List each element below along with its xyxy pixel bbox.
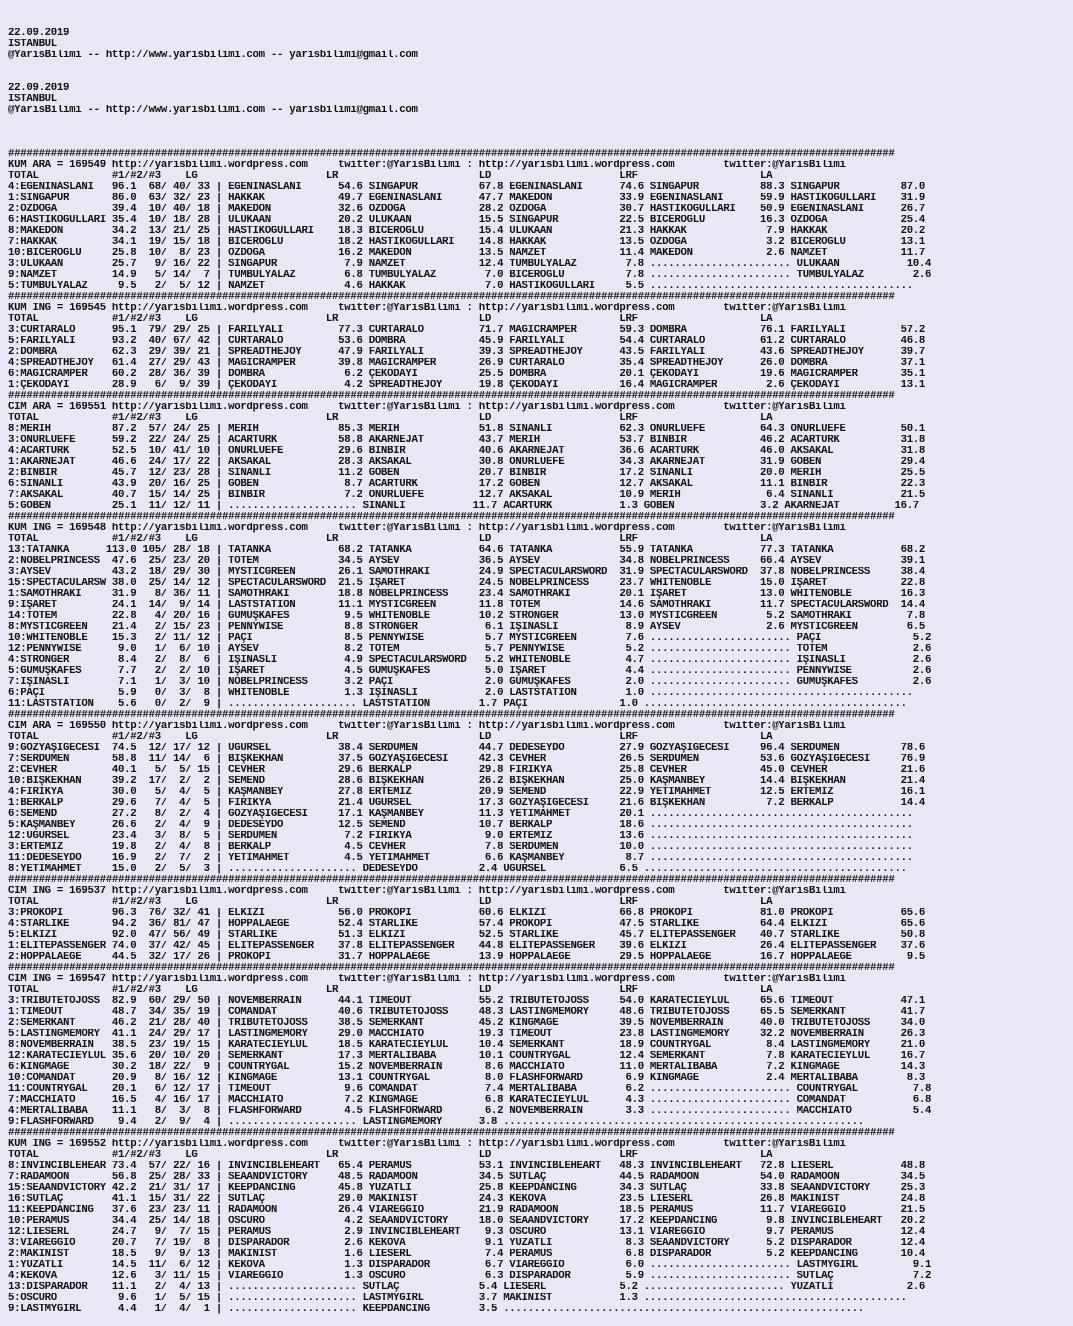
header-line: @YarisBilimi -- http://www.yarisbilimi.com -- yarisbilimi@gmail.com — [8, 105, 418, 116]
table-row: 14:TOTEM 22.8 4/ 20/ 16 | GÜMÜŞKAFES 9.5 WHITENOBLE 10.2 STRONGER 13.0 MYSTICGREEN 5.2 SAMOTHRAKI 7.8 — [8, 611, 926, 622]
table-row: 1:SAMOTHRAKI 31.9 8/ 36/ 11 | SAMOTHRAKI 18.8 NOBELPRINCESS 23.4 SAMOTHRAKI 20.1 İŞARET 13.0 WHITENOBLE 16.3 — [8, 589, 926, 600]
table-row: 5:GOBEN 25.1 11/ 12/ 11 | ..................... SİNANLI 11.7 ACARTÜRK 1.3 GOBEN 3.2 AKARNEJAT 16.7 — [8, 501, 919, 512]
table-row: 4:ACARTÜRK 52.5 10/ 41/ 10 | ONURLUEFE 29.6 BİNBİR 40.6 AKARNEJAT 36.6 ACARTÜRK 46.0 AKSAKAL 31.8 — [8, 446, 926, 457]
table-row: 3:ONURLUEFE 59.2 22/ 24/ 25 | ACARTÜRK 58.8 AKARNEJAT 43.7 MERİH 53.7 BİNBİR 46.2 ACARTÜRK 31.8 — [8, 435, 926, 446]
report-header — [8, 28, 1070, 127]
column-header: TOTAL #1/#2/#3 LG LR LD LRF LA — [8, 985, 773, 996]
table-row: 3:CURTARALO 95.1 79/ 29/ 25 | FARİLYALİ 77.3 CURTARALO 71.7 MAGİCRAMPER 59.3 DOMBRA 76.1 FARİLYALİ 57.2 — [8, 325, 926, 336]
table-row: 2:ÖZDOĞA 39.4 10/ 40/ 18 | MAKEDON 32.6 ÖZDOĞA 28.2 ÖZDOĞA 30.7 HASTİKOĞULLARI 50.9 EGENİNASLANI 26.7 — [8, 204, 926, 215]
table-row: 1:YUZATLİ 14.5 11/ 6/ 12 | KEKOVA 1.3 DISPARADOR 6.7 VIAREGGIO 6.0 ....................... LASTMYGIRL 9.1 — [8, 1260, 932, 1271]
table-row: 3:ERTEMİZ 19.8 2/ 4/ 8 | BERKALP 4.5 CEVHER 7.8 SERDÜMEN 10.0 ........................................... — [8, 842, 913, 853]
table-row: 15:SEAANDVICTORY 42.2 21/ 31/ 17 | KEEPDANCING 45.8 YUZATLİ 25.8 KEEPDANCING 34.3 SUTLAÇ 33.8 SEAANDVICTORY 25.3 — [8, 1183, 926, 1194]
table-row: 2:BİNBİR 45.7 12/ 23/ 28 | SİNANLI 11.2 GOBEN 20.7 BİNBİR 17.2 SİNANLI 20.0 MERİH 25.5 — [8, 468, 926, 479]
table-row: 8:MYSTICGREEN 21.4 2/ 15/ 23 | PENNYWISE 8.8 STRONGER 6.1 İŞINASLI 8.9 AYSEV 2.6 MYSTICGREEN 6.5 — [8, 622, 926, 633]
column-header: TOTAL #1/#2/#3 LG LR LD LRF LA — [8, 1150, 773, 1161]
race-title: KUM ING = 169548 http://yarisbilimi.wordpress.com twitter:@YarisBilimi : http://yarisbilimi.wordpress.com twitter:@YarisBilimi — [8, 523, 846, 534]
table-row: 3:TRIBUTETOJOSS 82.9 60/ 29/ 50 | NOVEMBERRAIN 44.1 TIMEOUT 55.2 TRIBUTETOJOSS 54.0 KARATECİEYLÜL 65.6 TIMEOUT 47.1 — [8, 996, 926, 1007]
column-header: TOTAL #1/#2/#3 LG LR LD LRF LA — [8, 897, 773, 908]
table-row: 4:SPREADTHEJOY 61.4 27/ 29/ 43 | MAGİCRAMPER 39.8 MAGİCRAMPER 26.9 CURTARALO 35.4 SPREADTHEJOY 26.0 DOMBRA 37.1 — [8, 358, 926, 369]
table-row: 6:SİNANLI 43.9 20/ 16/ 25 | GOBEN 8.7 ACARTÜRK 17.2 GOBEN 12.7 AKSAKAL 11.1 BİNBİR 22.3 — [8, 479, 926, 490]
section-separator: ################################################################################################################################################# — [8, 710, 895, 721]
table-row: 10:COMANDAT 20.9 8/ 16/ 12 | KINGMAGE 13.1 COUNTRYGAL 8.0 FLASHFORWARD 6.9 KINGMAGE 2.4 MERTALİBABA 8.3 — [8, 1073, 926, 1084]
table-row: 7:HAKKAK 34.1 19/ 15/ 18 | BİCEROĞLU 18.2 HASTİKOĞULLARI 14.8 HAKKAK 13.5 ÖZDOĞA 3.2 BİCEROĞLU 13.1 — [8, 237, 926, 248]
table-row: 6:SEMEND 27.2 8/ 2/ 4 | GÖZYAŞIGECESİ 17.1 KAŞMANBEY 11.3 YETİMAHMET 20.1 ........................................... — [8, 809, 913, 820]
race-title: CIM ARA = 169551 http://yarisbilimi.wordpress.com twitter:@YarisBilimi : http://yarisbilimi.wordpress.com twitter:@YarisBilimi — [8, 402, 846, 413]
table-row: 7:MACCHIATO 16.5 4/ 16/ 17 | MACCHIATO 7.2 KINGMAGE 6.8 KARATECİEYLÜL 4.3 ....................... COMANDAT 6.8 — [8, 1095, 932, 1106]
table-row: 12:LIESERL 24.7 9/ 7/ 15 | PERAMUS 2.9 INVINCIBLEHEART 9.3 OSCURO 13.1 VIAREGGIO 9.7 PERAMUS 12.4 — [8, 1227, 926, 1238]
table-row: 5:OSCURO 9.6 1/ 5/ 15 | ..................... LASTMYGIRL 3.7 MAKINIST 1.3 ........................................... — [8, 1293, 907, 1304]
table-row: 7:AKSAKAL 40.7 15/ 14/ 25 | BİNBİR 7.2 ONURLUEFE 12.7 AKSAKAL 10.9 MERİH 6.4 SİNANLI 21.5 — [8, 490, 926, 501]
column-header: TOTAL #1/#2/#3 LG LR LD LRF LA — [8, 732, 773, 743]
race-title: CIM ING = 169537 http://yarisbilimi.wordpress.com twitter:@YarisBilimi : http://yarisbilimi.wordpress.com twitter:@YarisBilimi — [8, 886, 846, 897]
table-row: 9:İŞARET 24.1 14/ 9/ 14 | LASTSTATION 11.1 MYSTICGREEN 11.8 TOTEM 14.6 SAMOTHRAKI 11.7 SPECTACULARSWORD 14.4 — [8, 600, 926, 611]
header-line — [8, 61, 1070, 72]
column-header: TOTAL #1/#2/#3 LG LR LD LRF LA — [8, 314, 773, 325]
table-row: 7:RADAMOON 56.8 25/ 28/ 33 | SEAANDVICTORY 48.5 RADAMOON 34.5 SUTLAÇ 44.5 RADAMOON 54.0 RADAMOON 34.5 — [8, 1172, 926, 1183]
table-row: 1:SİNGAPUR 86.0 63/ 32/ 23 | HAKKAK 49.7 EGENİNASLANI 47.7 MAKEDON 33.9 EGENİNASLANI 59.9 HASTİKOĞULLARI 31.9 — [8, 193, 926, 204]
table-row: 9:FLASHFORWARD 9.4 2/ 9/ 4 | ..................... LASTINGMEMORY 3.8 ........................................................... — [8, 1117, 864, 1128]
table-row: 5:TUMBULYALAZ 9.5 2/ 5/ 12 | NAMZET 4.6 HAKKAK 7.0 HASTİKOĞULLARI 5.5 ........................................... — [8, 281, 913, 292]
table-row: 11:LASTSTATION 5.6 0/ 2/ 9 | ..................... LASTSTATION 1.7 PAÇİ 1.0 ........................................... — [8, 699, 907, 710]
table-row: 15:SPECTACULARSW 38.0 25/ 14/ 12 | SPECTACULARSWORD 21.5 İŞARET 24.5 NOBELPRINCESS 23.7 WHITENOBLE 15.0 İŞARET 22.8 — [8, 578, 926, 589]
race-title: KUM ING = 169545 http://yarisbilimi.wordpress.com twitter:@YarisBilimi : http://yarisbilimi.wordpress.com twitter:@YarisBilimi — [8, 303, 846, 314]
section-separator: ################################################################################################################################################# — [8, 875, 895, 886]
table-row: 3:ULUKAAN 25.7 9/ 16/ 22 | SİNGAPUR 7.9 NAMZET 12.4 TUMBULYALAZ 7.8 ....................... ULUKAAN 10.4 — [8, 259, 932, 270]
table-row: 9:LASTMYGIRL 4.4 1/ 4/ 1 | ..................... KEEPDANCING 3.5 ........................................................... — [8, 1304, 864, 1315]
header-line: 22.09.2019 — [8, 28, 70, 39]
table-row: 7:İŞINASLI 7.1 1/ 3/ 10 | NOBELPRINCESS 3.2 PAÇİ 2.0 GÜMÜŞKAFES 2.0 ....................... GÜMÜŞKAFES 2.6 — [8, 677, 932, 688]
header-line: @YarisBilimi -- http://www.yarisbilimi.com -- yarisbilimi@gmail.com — [8, 50, 418, 61]
table-row: 6:PAÇİ 5.9 0/ 3/ 8 | WHITENOBLE 1.3 İŞINASLI 2.0 LASTSTATION 1.0 ........................................... — [8, 688, 913, 699]
table-row: 7:SERDÜMEN 58.8 11/ 14/ 6 | BİŞKEKHAN 37.5 GÖZYAŞIGECESİ 42.3 CEVHER 26.5 SERDÜMEN 53.6 GÖZYAŞIGECESİ 76.9 — [8, 754, 926, 765]
table-row: 13:TATANKA 113.0 105/ 28/ 18 | TATANKA 68.2 TATANKA 64.6 TATANKA 55.9 TATANKA 77.3 TATANKA 68.2 — [8, 545, 926, 556]
header-line: 22.09.2019 — [8, 83, 70, 94]
table-row: 4:KEKOVA 12.6 3/ 11/ 15 | VIAREGGIO 1.3 OSCURO 6.3 DISPARADOR 5.9 ....................... SUTLAÇ 7.2 — [8, 1271, 932, 1282]
table-row: 2:CEVHER 40.1 5/ 5/ 15 | CEVHER 29.6 BERKALP 29.8 FİRİKYA 25.8 CEVHER 45.0 CEVHER 21.6 — [8, 765, 926, 776]
table-row: 6:KINGMAGE 30.2 18/ 22/ 9 | COUNTRYGAL 15.2 NOVEMBERRAIN 8.6 MACCHIATO 11.0 MERTALİBABA 7.2 KINGMAGE 14.3 — [8, 1062, 926, 1073]
header-line — [8, 72, 1070, 83]
table-row: 2:HOPPALAEGE 44.5 32/ 17/ 26 | PROKOPİ 31.7 HOPPALAEGE 13.9 HOPPALAEGE 29.5 HOPPALAEGE 16.7 HOPPALAEGE 9.5 — [8, 952, 926, 963]
table-row: 1:BERKALP 29.6 7/ 4/ 5 | FİRİKYA 21.4 UĞURSEL 17.3 GÖZYAŞIGECESİ 21.6 BİŞKEKHAN 7.2 BERKALP 14.4 — [8, 798, 926, 809]
table-row: 5:FARİLYALİ 93.2 40/ 67/ 42 | CURTARALO 53.6 DOMBRA 45.9 FARİLYALİ 54.4 CURTARALO 61.2 CURTARALO 46.8 — [8, 336, 926, 347]
table-row: 3:AYSEV 43.2 18/ 29/ 30 | MYSTICGREEN 26.1 SAMOTHRAKI 24.9 SPECTACULARSWORD 31.9 SPECTACULARSWORD 37.8 NOBELPRINCESS 38.4 — [8, 567, 926, 578]
race-sections — [8, 149, 1070, 1315]
table-row: 1:ÇEKODAYI 28.9 6/ 9/ 39 | ÇEKODAYI 4.2 SPREADTHEJOY 19.8 ÇEKODAYI 16.4 MAGİCRAMPER 2.6 ÇEKODAYI 13.1 — [8, 380, 926, 391]
race-report-page — [8, 6, 1070, 1326]
table-row: 10:WHITENOBLE 15.3 2/ 11/ 12 | PAÇİ 8.5 PENNYWISE 5.7 MYSTICGREEN 7.6 ....................... PAÇİ 5.2 — [8, 633, 932, 644]
section-separator: ################################################################################################################################################# — [8, 1128, 895, 1139]
table-row: 1:ELITEPASSENGER 74.0 37/ 42/ 45 | ELITEPASSENGER 37.8 ELITEPASSENGER 44.8 ELITEPASSENGER 39.6 ELKIZI 26.4 ELITEPASSENGER 37.6 — [8, 941, 926, 952]
section-separator: ################################################################################################################################################# — [8, 963, 895, 974]
race-title: KUM ING = 169552 http://yarisbilimi.wordpress.com twitter:@YarisBilimi : http://yarisbilimi.wordpress.com twitter:@YarisBilimi — [8, 1139, 846, 1150]
section-separator: ################################################################################################################################################# — [8, 292, 895, 303]
table-row: 4:EGENİNASLANI 96.1 68/ 40/ 33 | EGENİNASLANI 54.6 SİNGAPUR 67.8 EGENİNASLANI 74.6 SİNGAPUR 88.3 SİNGAPUR 87.0 — [8, 182, 926, 193]
table-row: 6:MAGİCRAMPER 60.2 28/ 36/ 39 | DOMBRA 6.2 ÇEKODAYI 25.5 DOMBRA 20.1 ÇEKODAYI 19.6 MAGİCRAMPER 35.1 — [8, 369, 926, 380]
table-row: 3:PROKOPİ 96.3 76/ 32/ 41 | ELKIZI 56.0 PROKOPİ 60.6 ELKIZI 66.8 PROKOPİ 81.0 PROKOPİ 65.6 — [8, 908, 926, 919]
header-line: ISTANBUL — [8, 94, 57, 105]
table-row: 8:MERİH 87.2 57/ 24/ 25 | MERİH 85.3 MERİH 51.8 SİNANLI 62.3 ONURLUEFE 64.3 ONURLUEFE 50.1 — [8, 424, 926, 435]
table-row: 12:UĞURSEL 23.4 3/ 8/ 5 | SERDÜMEN 7.2 FİRİKYA 9.0 ERTEMİZ 13.6 ........................................... — [8, 831, 913, 842]
table-row: 5:GÜMÜŞKAFES 7.7 2/ 2/ 10 | İŞARET 4.5 GÜMÜŞKAFES 5.0 İŞARET 4.4 ....................... PENNYWISE 2.6 — [8, 666, 932, 677]
table-row: 2:SEMERKANT 46.2 21/ 28/ 40 | TRIBUTETOJOSS 38.5 SEMERKANT 45.2 KINGMAGE 39.5 NOVEMBERRAIN 40.0 TRIBUTETOJOSS 34.0 — [8, 1018, 926, 1029]
table-row: 1:AKARNEJAT 46.6 24/ 17/ 22 | AKSAKAL 28.3 AKSAKAL 30.8 ONURLUEFE 34.3 AKARNEJAT 31.9 GOBEN 29.4 — [8, 457, 926, 468]
table-row: 2:DOMBRA 62.3 29/ 39/ 21 | SPREADTHEJOY 47.9 FARİLYALİ 39.3 SPREADTHEJOY 43.5 FARİLYALİ 43.6 SPREADTHEJOY 39.7 — [8, 347, 926, 358]
table-row: 6:HASTİKOĞULLARI 35.4 10/ 18/ 28 | ULUKAAN 20.2 ULUKAAN 15.5 SİNGAPUR 22.5 BİCEROĞLU 16.3 ÖZDOĞA 25.4 — [8, 215, 926, 226]
table-row: 1:TIMEOUT 48.7 34/ 35/ 19 | COMANDAT 40.6 TRIBUTETOJOSS 48.3 LASTINGMEMORY 48.6 TRIBUTETOJOSS 65.5 SEMERKANT 41.7 — [8, 1007, 926, 1018]
table-row: 12:KARATECİEYLÜL 35.6 20/ 10/ 20 | SEMERKANT 17.3 MERTALİBABA 10.1 COUNTRYGAL 12.4 SEMERKANT 7.8 KARATECİEYLÜL 16.7 — [8, 1051, 926, 1062]
table-row: 11:DEDESEYDO 16.9 2/ 7/ 2 | YETİMAHMET 4.5 YETİMAHMET 6.6 KAŞMANBEY 8.7 ........................................... — [8, 853, 913, 864]
section-separator: ################################################################################################################################################# — [8, 149, 895, 160]
table-row: 5:KAŞMANBEY 26.6 2/ 4/ 9 | DEDESEYDO 12.5 SEMEND 10.7 BERKALP 18.6 ........................................... — [8, 820, 913, 831]
table-row: 5:ELKIZI 92.0 47/ 56/ 49 | STARLIKE 51.3 ELKIZI 52.5 STARLIKE 45.7 ELITEPASSENGER 40.7 STARLIKE 50.8 — [8, 930, 926, 941]
column-header: TOTAL #1/#2/#3 LG LR LD LRF LA — [8, 171, 773, 182]
table-row: 2:MAKINIST 18.5 9/ 9/ 13 | MAKINIST 1.6 LIESERL 7.4 PERAMUS 6.8 DISPARADOR 5.2 KEEPDANCING 10.4 — [8, 1249, 926, 1260]
header-line: ISTANBUL — [8, 39, 57, 50]
table-row: 10:PERAMUS 34.4 25/ 14/ 18 | OSCURO 4.2 SEAANDVICTORY 18.0 SEAANDVICTORY 17.2 KEEPDANCING 9.8 INVINCIBLEHEART 20.2 — [8, 1216, 926, 1227]
section-separator: ################################################################################################################################################# — [8, 512, 895, 523]
table-row: 12:PENNYWISE 9.0 1/ 6/ 10 | AYSEV 8.2 TOTEM 5.7 PENNYWISE 5.2 ....................... TOTEM 2.6 — [8, 644, 932, 655]
table-row: 8:MAKEDON 34.2 13/ 21/ 25 | HASTİKOĞULLARI 18.3 BİCEROĞLU 15.4 ULUKAAN 21.3 HAKKAK 7.9 HAKKAK 20.2 — [8, 226, 926, 237]
race-title: CIM ING = 169547 http://yarisbilimi.wordpress.com twitter:@YarisBilimi : http://yarisbilimi.wordpress.com twitter:@YarisBilimi — [8, 974, 846, 985]
table-row: 3:VIAREGGIO 20.7 7/ 19/ 8 | DISPARADOR 2.6 KEKOVA 9.1 YUZATLİ 8.3 SEAANDVICTORY 5.2 DISPARADOR 12.4 — [8, 1238, 926, 1249]
table-row: 5:LASTINGMEMORY 41.1 24/ 29/ 17 | LASTINGMEMORY 29.0 MACCHIATO 19.3 TIMEOUT 23.8 LASTINGMEMORY 32.2 NOVEMBERRAIN 26.3 — [8, 1029, 926, 1040]
table-row: 16:SUTLAÇ 41.1 15/ 31/ 22 | SUTLAÇ 29.0 MAKINIST 24.3 KEKOVA 23.5 LIESERL 26.8 MAKINIST 24.8 — [8, 1194, 926, 1205]
table-row: 8:NOVEMBERRAIN 38.5 23/ 19/ 15 | KARATECİEYLÜL 18.5 KARATECİEYLÜL 10.4 SEMERKANT 18.9 COUNTRYGAL 8.4 LASTINGMEMORY 21.0 — [8, 1040, 926, 1051]
section-separator: ################################################################################################################################################# — [8, 391, 895, 402]
table-row: 4:MERTALİBABA 11.1 8/ 3/ 8 | FLASHFORWARD 4.5 FLASHFORWARD 6.2 NOVEMBERRAIN 3.3 ....................... MACCHIATO 5.4 — [8, 1106, 932, 1117]
table-row: 10:BİŞKEKHAN 39.2 17/ 2/ 2 | SEMEND 28.6 BİŞKEKHAN 26.2 BİŞKEKHAN 25.0 KAŞMANBEY 14.4 BİŞKEKHAN 21.4 — [8, 776, 926, 787]
table-row: 9:NAMZET 14.9 5/ 14/ 7 | TUMBULYALAZ 6.8 TUMBULYALAZ 7.0 BİCEROĞLU 7.8 ....................... TUMBULYALAZ 2.6 — [8, 270, 932, 281]
table-row: 9:GÖZYAŞIGECESİ 74.5 12/ 17/ 12 | UĞURSEL 38.4 SERDÜMEN 44.7 DEDESEYDO 27.9 GÖZYAŞIGECESİ 96.4 SERDÜMEN 78.6 — [8, 743, 926, 754]
column-header: TOTAL #1/#2/#3 LG LR LD LRF LA — [8, 534, 773, 545]
race-title: CIM ARA = 169550 http://yarisbilimi.wordpress.com twitter:@YarisBilimi : http://yarisbilimi.wordpress.com twitter:@YarisBilimi — [8, 721, 846, 732]
race-title: KUM ARA = 169549 http://yarisbilimi.wordpress.com twitter:@YarisBilimi : http://yarisbilimi.wordpress.com twitter:@YarisBilimi — [8, 160, 846, 171]
table-row: 2:NOBELPRINCESS 47.6 25/ 23/ 20 | TOTEM 34.5 AYSEV 36.5 AYSEV 34.8 NOBELPRINCESS 66.4 AYSEV 39.1 — [8, 556, 926, 567]
table-row: 4:STRONGER 8.4 2/ 8/ 6 | İŞINASLI 4.9 SPECTACULARSWORD 5.2 WHITENOBLE 4.7 ....................... İŞINASLI 2.6 — [8, 655, 932, 666]
table-row: 11:COUNTRYGAL 20.1 6/ 12/ 17 | TIMEOUT 9.6 COMANDAT 7.4 MERTALİBABA 6.2 ....................... COUNTRYGAL 7.8 — [8, 1084, 932, 1095]
table-row: 8:INVINCIBLEHEAR 73.4 57/ 22/ 16 | INVINCIBLEHEART 65.4 PERAMUS 53.1 INVINCIBLEHEART 48.3 INVINCIBLEHEART 72.8 LIESERL 48.8 — [8, 1161, 926, 1172]
table-row: 11:KEEPDANCING 37.6 23/ 23/ 11 | RADAMOON 26.4 VIAREGGIO 21.9 RADAMOON 18.5 PERAMUS 11.7 VIAREGGIO 21.5 — [8, 1205, 926, 1216]
table-row: 10:BİCEROĞLU 25.8 10/ 8/ 23 | ÖZDOĞA 16.2 MAKEDON 13.5 NAMZET 11.4 MAKEDON 2.6 NAMZET 11.7 — [8, 248, 926, 259]
header-line — [8, 116, 1070, 127]
column-header: TOTAL #1/#2/#3 LG LR LD LRF LA — [8, 413, 773, 424]
table-row: 13:DISPARADOR 11.1 2/ 4/ 13 | ..................... SUTLAÇ 5.4 LIESERL 5.2 ....................... YUZATLİ 2.6 — [8, 1282, 926, 1293]
table-row: 4:STARLIKE 94.2 36/ 81/ 47 | HOPPALAEGE 52.4 STARLIKE 57.4 PROKOPİ 47.5 STARLIKE 64.4 ELKIZI 65.6 — [8, 919, 926, 930]
table-row: 4:FİRİKYA 30.0 5/ 4/ 5 | KAŞMANBEY 27.8 ERTEMİZ 20.9 SEMEND 22.9 YETİMAHMET 12.5 ERTEMİZ 16.1 — [8, 787, 926, 798]
table-row: 8:YETİMAHMET 15.0 2/ 5/ 3 | ..................... DEDESEYDO 2.4 UĞURSEL 6.5 ........................................... — [8, 864, 907, 875]
